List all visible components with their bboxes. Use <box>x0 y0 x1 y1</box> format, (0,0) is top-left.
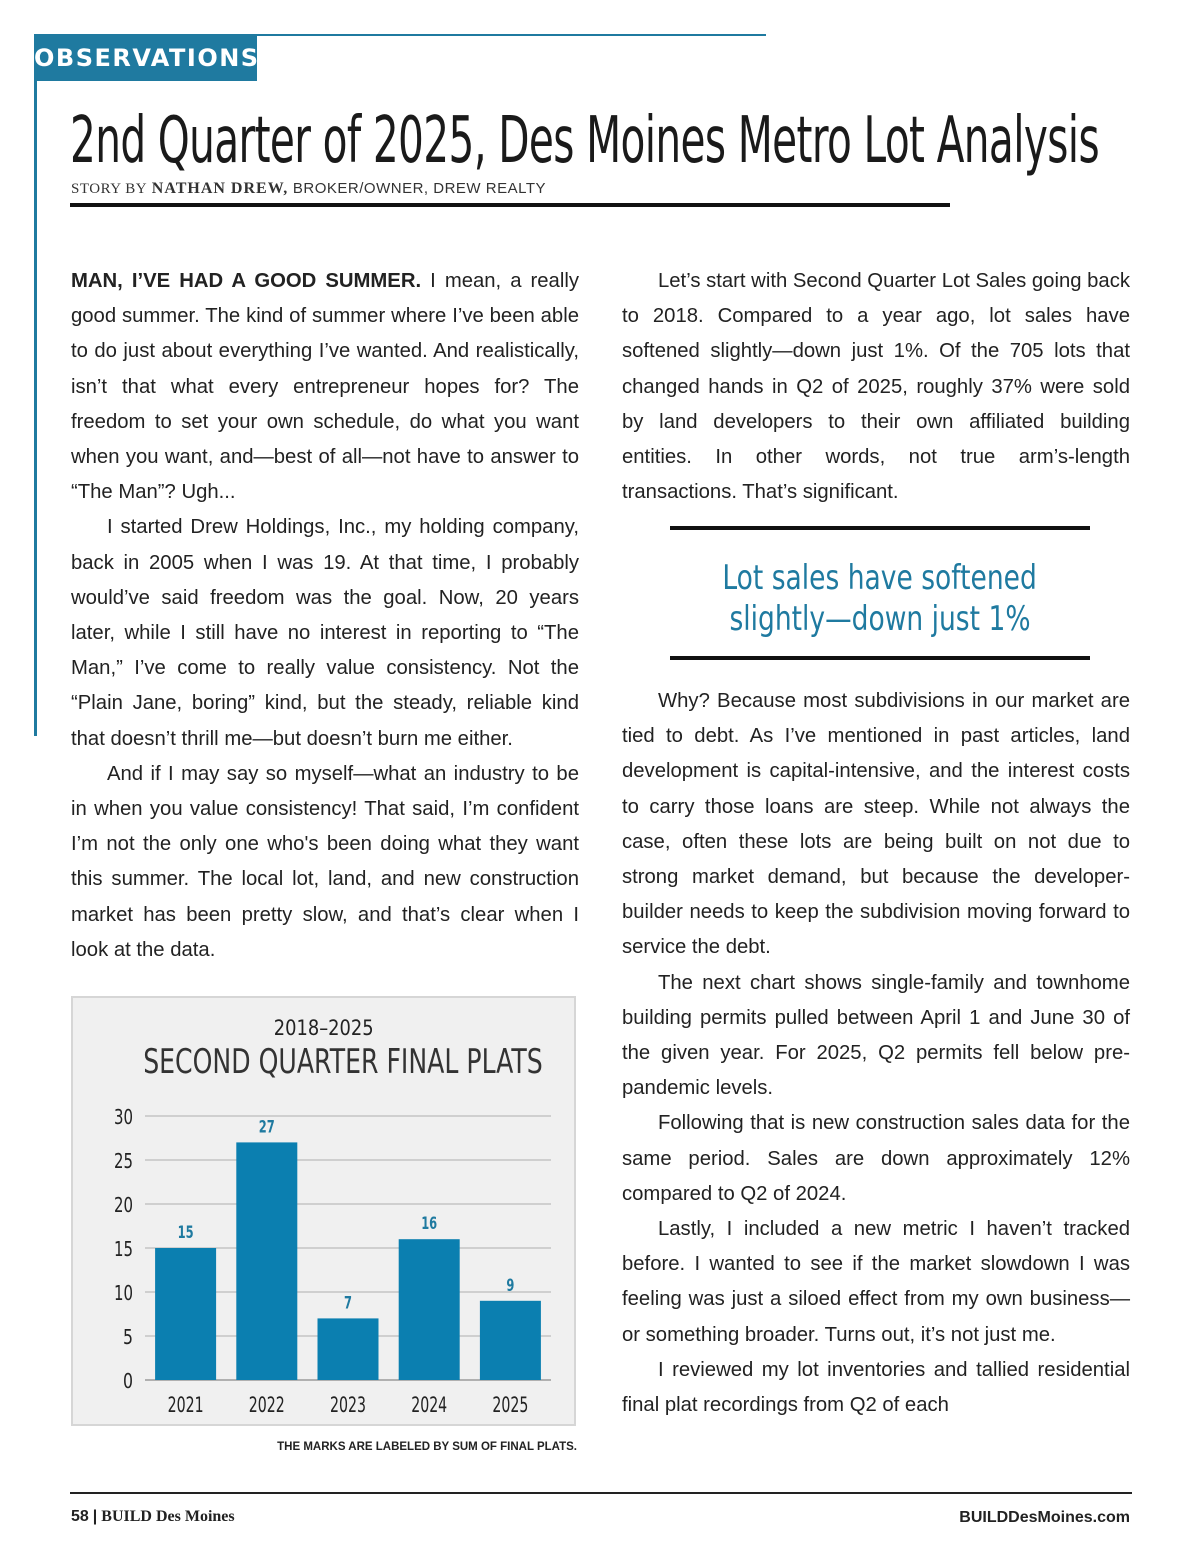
paragraph: I reviewed my lot inventories and tallied residential final plat recordings from Q2 of each <box>622 1358 1130 1417</box>
pull-quote-line: slightly—down just 1% <box>729 599 1031 639</box>
pull-quote <box>670 558 1090 640</box>
final-plats-chart <box>71 996 576 1426</box>
footer-website: BUILDDesMoines.com <box>959 1509 1130 1526</box>
article-title: 2nd Quarter of 2025, Des Moines Metro Lot Analysis <box>70 104 1099 178</box>
paragraph: Following that is new construction sales data for the same period. Sales are down approximately 12% compared to Q2 of 2024. <box>622 1112 1130 1205</box>
bar-data-label: 16 <box>421 1214 438 1235</box>
y-tick-label: 10 <box>114 1281 133 1305</box>
bar <box>318 1318 379 1380</box>
y-tick-label: 5 <box>123 1325 133 1349</box>
footer-rule <box>70 1492 1132 1494</box>
right-column-top <box>622 264 1130 510</box>
footer-left <box>71 1508 235 1526</box>
paragraph-text: I mean, a really good summer. The kind of summer where I’ve been able to do just about everything I’ve wanted. And realistically, isn’t that what every entrepreneur hopes for? The freedom to set your own schedule, do what you want when you want, and—best of all—not have to answer to “The Man”? Ugh... <box>71 270 579 504</box>
bar-data-label: 27 <box>258 1117 275 1138</box>
bar-data-label: 7 <box>344 1293 352 1314</box>
footer-separator: | <box>92 1508 98 1525</box>
section-label: OBSERVATIONS <box>34 36 257 81</box>
header-side-rule <box>34 34 37 736</box>
bar <box>480 1301 541 1380</box>
pull-quote-bottom-rule <box>670 656 1090 660</box>
right-column-bottom <box>622 684 1130 1423</box>
paragraph: And if I may say so myself—what an industry to be in when you value consistency! That said, I’m confident I’m not the only one who's been doing what they want this summer. The local lot, land, and new construction market has been pretty slow, and that’s clear when I look at the data. <box>71 762 579 961</box>
paragraph: The next chart shows single-family and townhome building permits pulled between April 1 and June 30 of the given year. For 2025, Q2 permits fell below pre-pandemic levels. <box>622 971 1130 1100</box>
lead-in: MAN, I’VE HAD A GOOD SUMMER. <box>71 270 422 292</box>
paragraph <box>71 264 579 510</box>
chart-subtitle-text: 2018–2025 <box>273 1016 374 1040</box>
x-tick-label: 2022 <box>248 1393 285 1417</box>
title-rule <box>70 203 950 207</box>
y-tick-label: 25 <box>114 1149 133 1173</box>
pull-quote-line: Lot sales have softened <box>722 558 1038 598</box>
paragraph: I started Drew Holdings, Inc., my holding company, back in 2005 when I was 19. At that time, I probably would’ve said freedom was the goal. Now, 20 years later, while I still have no interest in reporting to “The Man,” I’ve come to really value consistency. Not the “Plain Jane, boring” kind, but the steady, reliable kind that doesn’t thrill me—but doesn’t burn me either. <box>71 516 579 750</box>
bar-chart-plot <box>73 998 574 1424</box>
bar-data-label: 15 <box>177 1223 194 1243</box>
publication-name: BUILD Des Moines <box>101 1508 235 1525</box>
x-tick-label: 2021 <box>167 1393 204 1417</box>
byline <box>71 180 546 198</box>
byline-author: NATHAN DREW, <box>151 180 289 197</box>
y-tick-label: 20 <box>114 1193 133 1217</box>
x-tick-label: 2023 <box>330 1393 366 1417</box>
byline-role: BROKER/OWNER, DREW REALTY <box>292 180 547 197</box>
y-tick-label: 30 <box>114 1105 133 1129</box>
y-tick-label: 15 <box>114 1237 133 1261</box>
chart-caption: THE MARKS ARE LABELED BY SUM OF FINAL PLATS. <box>277 1441 577 1453</box>
paragraph: Lastly, I included a new metric I haven’t tracked before. I wanted to see if the market slowdown I was feeling was just a siloed effect from my own business—or something broader. Turns out, it’s not just me. <box>622 1218 1130 1346</box>
bar-data-label: 9 <box>506 1275 515 1296</box>
page-number: 58 <box>71 1508 89 1525</box>
paragraph: Why? Because most subdivisions in our market are tied to debt. As I’ve mentioned in past articles, land development is capital-intensive, and the interest costs to carry those loans are steep. While not always the case, often these lots are being built on not due to strong market demand, but because the developer-builder needs to keep the subdivision moving forward to service the debt. <box>622 690 1130 959</box>
x-tick-label: 2025 <box>492 1393 529 1417</box>
chart-title-text: SECOND QUARTER FINAL PLATS <box>143 1042 543 1082</box>
bar <box>236 1142 297 1380</box>
bar <box>399 1239 460 1380</box>
x-tick-label: 2024 <box>411 1393 448 1417</box>
byline-lead: STORY BY <box>71 181 148 197</box>
bar <box>155 1248 216 1380</box>
paragraph: Let’s start with Second Quarter Lot Sales going back to 2018. Compared to a year ago, lot sales have softened slightly—down just 1%. Of the 705 lots that changed hands in Q2 of 2025, roughly 37% were sold by land developers to their own affiliated building entities. In other words, not true arm’s-length transactions. That’s significant. <box>622 270 1130 504</box>
y-tick-label: 0 <box>123 1369 133 1393</box>
pull-quote-top-rule <box>670 526 1090 530</box>
left-column <box>71 264 579 968</box>
